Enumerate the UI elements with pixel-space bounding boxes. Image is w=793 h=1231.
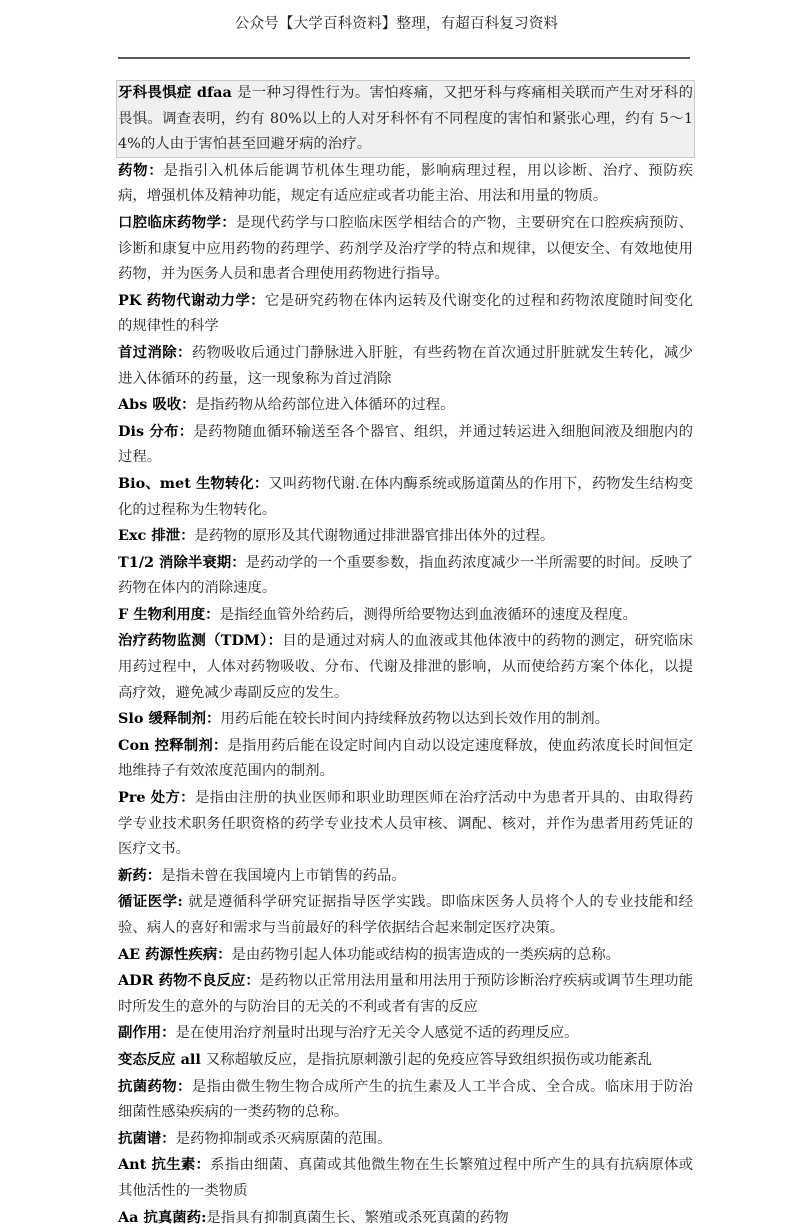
glossary-entry	[118, 471, 693, 523]
glossary-term: 循证医学:	[118, 893, 189, 911]
glossary-definition: 它是研究药物在体内运转及代谢变化的过程和药物浓度随时间变化的规律性的科学	[118, 292, 693, 335]
glossary-entry	[118, 1126, 693, 1153]
glossary-entry	[118, 968, 693, 1020]
glossary-term: Con 控释制剂：	[118, 736, 228, 754]
glossary-definition: 是一种习得性行为。害怕疼痛，又把牙科与疼痛相关联而产生对牙科的畏惧。调查表明，约有 80%以上的人对牙科怀有不同程度的害怕和紧张心理，约有 5～14%的人由于害怕甚至回避牙病的治疗。	[118, 85, 693, 153]
glossary-entry	[118, 158, 693, 210]
glossary-term: AE 药源性疾病：	[118, 945, 232, 963]
glossary-entry	[118, 785, 693, 863]
glossary-definition: 是指未曾在我国境内上市销售的药品。	[161, 867, 406, 884]
glossary-entry	[116, 80, 695, 158]
glossary-term: 抗菌谱：	[118, 1129, 176, 1147]
glossary-term: 牙科畏惧症 dfaa	[118, 84, 238, 101]
glossary-definition: 是指用药后能在设定时间内自动以设定速度释放，使血药浓度长时间恒定地维持子有效浓度范围内的制剂。	[118, 737, 693, 780]
glossary-definition: 是药物以正常用法用量和用法用于预防诊断治疗疾病或调节生理功能时所发生的意外的与防治目的无关的不利或者有害的反应	[118, 973, 693, 1015]
glossary-term: Abs 吸收：	[118, 396, 196, 414]
glossary-definition: 是由药物引起人体功能或结构的损害造成的一类疾病的总称。	[231, 946, 621, 963]
glossary-definition: 是指具有抑制真菌生长、繁殖或杀死真菌的药物	[206, 1209, 509, 1226]
glossary-definition: 药物吸收后通过门静脉进入肝脏，有些药物在首次通过肝脏就发生转化，减少进入体循环的药量，这一现象称为首过消除	[118, 344, 693, 387]
glossary-entry	[118, 1020, 693, 1047]
glossary-entry	[118, 210, 693, 288]
glossary-definition: 目的是通过对病人的血液或其他体液中的药物的测定，研究临床用药过程中，人体对药物吸收、分布、代谢及排泄的影响，从而使给药方案个体化，以提高疗效，避免减少毒副反应的发生。	[118, 633, 693, 701]
glossary-definition: 是指药物从给药部位进入体循环的过程。	[195, 397, 455, 414]
glossary-entry	[118, 602, 693, 629]
glossary-entry	[118, 392, 693, 419]
glossary-entry	[118, 288, 693, 340]
glossary-definition: 是药物抑制或杀灭病原菌的范围。	[175, 1130, 392, 1147]
glossary-term: 副作用：	[118, 1024, 176, 1042]
glossary-entry	[118, 340, 693, 392]
glossary-term: 抗菌药物：	[118, 1077, 192, 1095]
glossary-definition: 是在使用治疗剂量时出现与治疗无关令人感觉不适的药理反应。	[175, 1025, 579, 1042]
glossary-definition: 是现代药学与口腔临床医学相结合的产物，主要研究在口腔疾病预防、诊断和康复中应用药物的药理学、药剂学及治疗学的特点和规律，以便安全、有效地使用药物，并为医务人员和患者合理使用药物进行指导。	[118, 214, 693, 283]
glossary-entry	[118, 863, 693, 890]
glossary-entry	[118, 942, 693, 969]
glossary-definition: 又称超敏反应，是指抗原刺激引起的免疫应答导致组织损伤或功能紊乱	[205, 1051, 652, 1068]
glossary-entry	[118, 523, 693, 550]
glossary-term: Pre 处方：	[118, 789, 195, 807]
glossary-entry	[118, 1152, 693, 1204]
glossary-definition: 是药物的原形及其代谢物通过排泄器官排出体外的过程。	[194, 528, 555, 545]
glossary-term: F 生物利用度：	[118, 605, 220, 623]
glossary-term: Slo 缓释制剂：	[118, 710, 221, 728]
glossary-entry	[118, 419, 693, 471]
glossary-definition: 又叫药物代谢.在体内酶系统或肠道菌丛的作用下，药物发生结构变化的过程称为生物转化。	[118, 475, 693, 518]
glossary-term: PK 药物代谢动力学：	[118, 291, 265, 309]
glossary-definition: 是药动学的一个重要参数，指血药浓度减少一半所需要的时间。反映了药物在体内的消除速度。	[118, 554, 693, 597]
glossary-entry	[118, 1074, 693, 1126]
glossary-term: 治疗药物监测（TDM）：	[118, 632, 283, 650]
glossary-definition: 是指由注册的执业医师和职业助理医师在治疗活动中为患者开具的、由取得药学专业技术职务任职资格的药学专业技术人员审核、调配、核对，并作为患者用药凭证的医疗文书。	[118, 790, 693, 858]
glossary-entry	[118, 550, 693, 602]
glossary-term: 新药：	[118, 866, 162, 884]
glossary-definition: 是指引入机体后能调节机体生理功能，影响病理过程，用以诊断、治疗、预防疾病，增强机体及精神功能，规定有适应症或者功能主治、用法和用量的物质。	[118, 162, 693, 205]
header-divider	[118, 57, 690, 59]
glossary-definition: 是指经血管外给药后，测得所给要物达到血液循环的速度及程度。	[219, 606, 637, 623]
glossary-entry	[118, 733, 693, 785]
glossary-entry	[118, 889, 693, 941]
glossary-term: 首过消除：	[118, 343, 192, 361]
glossary-definition: 是指由微生物生物合成所产生的抗生素及人工半合成、全合成。临床用于防治细菌性感染疾病的一类药物的总称。	[118, 1078, 693, 1121]
glossary-term: Bio、met 生物转化：	[118, 474, 269, 492]
glossary-term: ADR 药物不良反应：	[118, 972, 260, 990]
glossary-definition: 就是遵循科学研究证据指导医学实践。即临床医务人员将个人的专业技能和经验、病人的喜好和需求与当前最好的科学依据结合起来制定医疗决策。	[118, 894, 693, 936]
glossary-entry	[118, 1205, 693, 1231]
glossary-term: 口腔临床药物学：	[118, 213, 237, 231]
glossary-entry	[118, 1047, 693, 1074]
page-header-text: 公众号【大学百科资料】整理，有超百科复习资料	[234, 16, 559, 32]
glossary-definition: 用药后能在较长时间内持续释放药物以达到长效作用的制剂。	[220, 711, 609, 728]
glossary-definition: 是药物随血循环输送至各个器官、组织，并通过转运进入细胞间液及细胞内的过程。	[118, 423, 693, 466]
glossary-term: 变态反应 all	[118, 1050, 206, 1068]
glossary-term: Aa 抗真菌药:	[118, 1208, 207, 1226]
glossary-entry	[118, 628, 693, 706]
document-body	[118, 80, 693, 1231]
glossary-term: 药物：	[118, 161, 164, 179]
glossary-term: T1/2 消除半衰期：	[118, 553, 246, 571]
glossary-term: Exc 排泄：	[118, 527, 195, 545]
glossary-entry	[118, 706, 693, 733]
glossary-term: Dis 分布：	[118, 422, 194, 440]
glossary-definition: 系指由细菌、真菌或其他微生物在生长繁殖过程中所产生的具有抗病原体或其他活性的一类物质	[118, 1157, 693, 1199]
glossary-term: Ant 抗生素：	[118, 1156, 211, 1174]
